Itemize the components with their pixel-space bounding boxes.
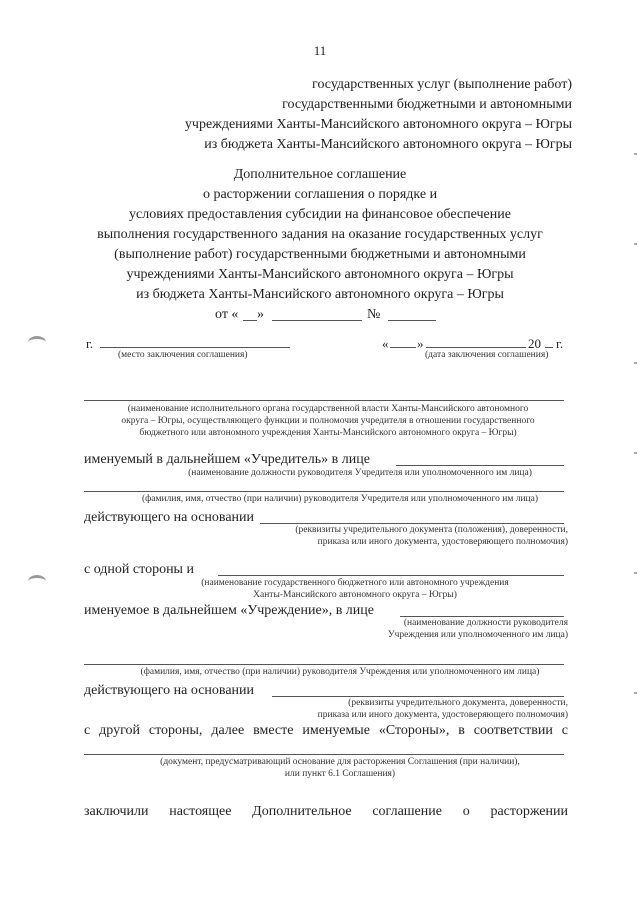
institution-fio-blank xyxy=(84,664,564,665)
basis-caption: (документ, предусматривающий основание для расторжения Соглашения (при наличии), или пункт 6.1 Соглашения) xyxy=(160,757,520,779)
founder-fio-caption: (фамилия, имя, отчество (при наличии) руководителя Учредителя или уполномоченного им лица) xyxy=(141,494,538,504)
concluded: заключили настоящее Дополнительное соглашение о расторжении xyxy=(84,804,568,819)
institution-basis-caption: (реквизиты учредительного документа, доверенности, приказа или иного документа, удостоверяющего полномочия) xyxy=(317,698,568,720)
page-number: 11 xyxy=(313,43,327,58)
date-close: » xyxy=(417,336,424,351)
scan-tick xyxy=(634,692,637,694)
date-prefix: от « xyxy=(215,307,239,322)
scan-mark xyxy=(28,336,46,349)
title-line: Дополнительное соглашение xyxy=(233,167,407,182)
title-date-row xyxy=(0,286,640,326)
one-side: с одной стороны и xyxy=(84,562,194,577)
place-caption: (место заключения соглашения) xyxy=(118,350,248,360)
scan-tick xyxy=(634,362,637,364)
institution-fio-caption: (фамилия, имя, отчество (при наличии) руководителя Учреждения или уполномоченного им лица) xyxy=(140,667,540,677)
institution-basis: действующего на основании xyxy=(84,683,255,698)
date-suffix: г. xyxy=(556,336,564,351)
founder-blank xyxy=(84,400,564,401)
title-line: учреждениями Ханты-Мансийского автономного округа – Югры xyxy=(126,267,514,282)
founder-basis-caption: (реквизиты учредительного документа (положения), доверенности, приказа или иного документа, удостоверяющего полномочия) xyxy=(295,525,568,547)
other-side: с другой стороны, далее вместе именуемые «Стороны», в соответствии с xyxy=(84,723,568,738)
scan-tick xyxy=(634,452,637,454)
founder-position-caption: (наименование должности руководителя Учредителя или уполномоченного им лица) xyxy=(188,468,532,478)
institution-caption: (наименование государственного бюджетного или автономного учреждения Ханты-Мансийского автономного округа – Югры) xyxy=(201,578,509,600)
founder-caption: (наименование исполнительного органа государственной власти Ханты-Мансийского автономного округа – Югры, осуществляющего функции и полномочия учредителя в отношении государственного бюджетного или автономного учреждения Ханты-Мансийского автономного округа – Югры) xyxy=(121,404,535,438)
title-line: (выполнение работ) государственными бюджетными и автономными xyxy=(114,247,526,262)
date-day-blank xyxy=(390,347,416,348)
date-year: 20 xyxy=(528,336,541,351)
scan-tick xyxy=(634,153,637,155)
founder-named: именуемый в дальнейшем «Учредитель» в лице xyxy=(84,452,370,467)
scan-tick xyxy=(634,243,637,245)
date-caption: (дата заключения соглашения) xyxy=(425,350,549,360)
basis-blank xyxy=(84,754,564,755)
place-blank xyxy=(100,347,290,348)
month-blank xyxy=(272,320,362,321)
day-blank xyxy=(243,320,257,321)
date-month-blank xyxy=(426,347,526,348)
title-line: условиях предоставления субсидии на финансовое обеспечение xyxy=(129,207,511,222)
title-line: о расторжении соглашения о порядке и xyxy=(202,187,438,202)
date-open: « xyxy=(382,336,389,351)
founder-position-blank xyxy=(396,465,564,466)
number-sign: № xyxy=(367,307,381,322)
place-prefix: г. xyxy=(86,336,94,351)
header-line: учреждениями Ханты-Мансийского автономного округа – Югры xyxy=(184,117,572,132)
date-year-blank xyxy=(545,347,553,348)
scan-mark xyxy=(28,575,46,588)
scan-tick xyxy=(634,572,637,574)
date-middle: » xyxy=(257,307,264,322)
founder-fio-blank xyxy=(84,491,564,492)
institution-blank xyxy=(218,575,564,576)
institution-named: именуемое в дальнейшем «Учреждение», в лице xyxy=(84,603,374,618)
institution-position-caption: (наименование должности руководителя Учреждения или уполномоченного им лица) xyxy=(387,618,568,640)
title-line: из бюджета Ханты-Мансийского автономного округа – Югры xyxy=(136,287,504,302)
founder-basis: действующего на основании xyxy=(84,510,255,525)
header-line: государственных услуг (выполнение работ) xyxy=(312,77,572,92)
header-line: государственными бюджетными и автономными xyxy=(282,97,572,112)
title-line: выполнения государственного задания на оказание государственных услуг xyxy=(97,227,543,242)
header-line: из бюджета Ханты-Мансийского автономного округа – Югры xyxy=(204,137,572,152)
number-blank xyxy=(388,320,436,321)
